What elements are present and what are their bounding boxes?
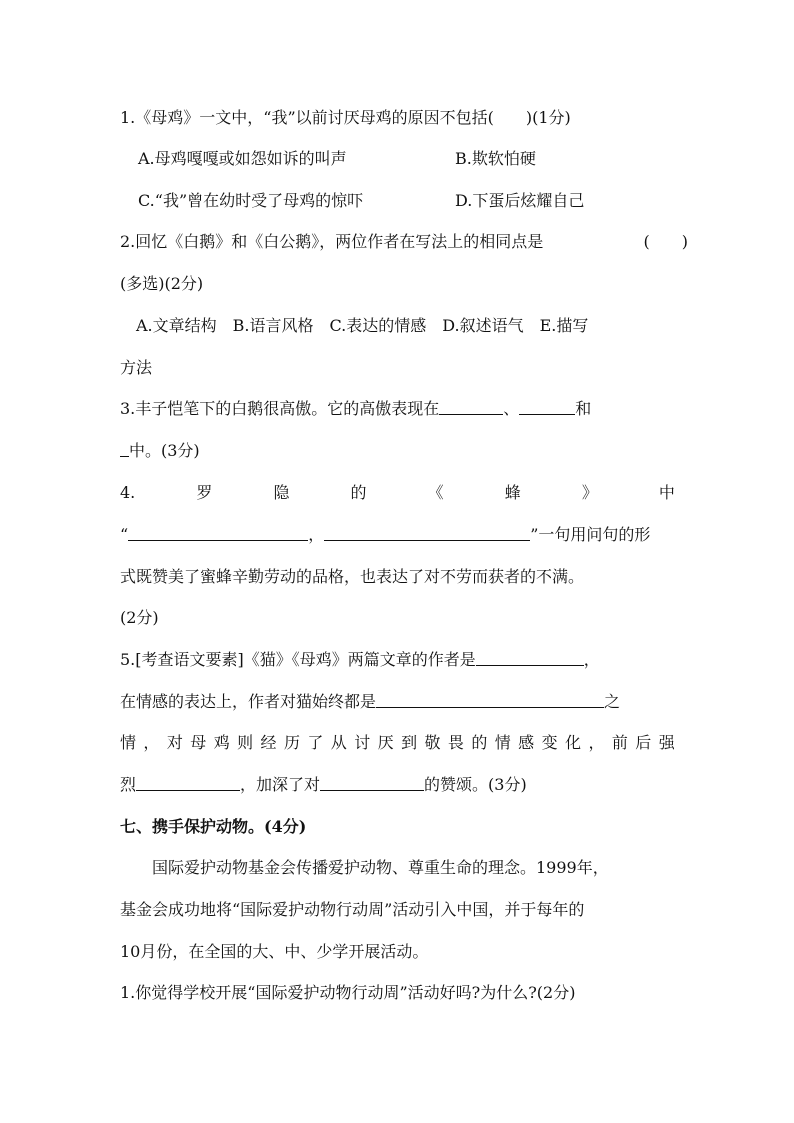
q1-option-c: C.“我”曾在幼时受了母鸡的惊吓 bbox=[138, 191, 364, 210]
q5-char: 畏 bbox=[447, 733, 464, 752]
q5-char: 对 bbox=[166, 733, 183, 752]
section7-paragraph-line1: 国际爱护动物基金会传播爱护动物、尊重生命的理念。1999年， bbox=[152, 858, 609, 877]
q5-text-d3: 的赞颂。(3分) bbox=[424, 775, 527, 794]
q5-char: 讨 bbox=[354, 733, 371, 752]
q4-word: 罗 bbox=[196, 483, 213, 502]
q5-line3 bbox=[120, 732, 675, 754]
q5-blank-4[interactable] bbox=[320, 774, 424, 791]
q3-sep1: 、 bbox=[503, 399, 520, 418]
q4-word: 中 bbox=[658, 483, 675, 502]
q5-a-end: ， bbox=[583, 650, 600, 669]
q5-blank-2[interactable] bbox=[376, 691, 604, 708]
section7-heading: 七、携手保护动物。(4分) bbox=[120, 817, 307, 836]
q4-line2 bbox=[120, 524, 676, 546]
q3-line1 bbox=[120, 398, 676, 420]
q5-char: 情 bbox=[120, 733, 137, 752]
q1-options-row2 bbox=[138, 190, 694, 212]
q5-text-d2: ，加深了对 bbox=[240, 775, 321, 794]
q4-word: 隐 bbox=[273, 483, 290, 502]
section7-question1: 1.你觉得学校开展“国际爱护动物行动周”活动好吗?为什么?(2分) bbox=[120, 983, 576, 1002]
q4-line1 bbox=[120, 482, 675, 504]
q4-word: 蜂 bbox=[504, 483, 521, 502]
q3-text: 3.丰子恺笔下的白鹅很高傲。它的高傲表现在 bbox=[120, 399, 440, 418]
q5-text-a: 5.[考查语文要素]《猫》《母鸡》两篇文章的作者是 bbox=[120, 650, 476, 669]
q5-char: 历 bbox=[283, 733, 300, 752]
q5-char: 强 bbox=[658, 733, 675, 752]
q1-options-row1 bbox=[138, 148, 694, 170]
q5-line1 bbox=[120, 649, 676, 671]
q1-option-a: A.母鸡嘎嘎或如怨如诉的叫声 bbox=[138, 149, 347, 168]
q5-char: ， bbox=[143, 733, 160, 752]
q5-char: 到 bbox=[401, 733, 418, 752]
q5-char: 母 bbox=[190, 733, 207, 752]
q2-note: (多选)(2分) bbox=[120, 274, 204, 293]
q5-char: 厌 bbox=[377, 733, 394, 752]
q5-line2 bbox=[120, 691, 676, 713]
q2-options-wrap: 方法 bbox=[120, 358, 153, 377]
q1-option-b: B.欺软怕硬 bbox=[455, 149, 536, 168]
q2-answer-paren: ( ) bbox=[643, 232, 688, 251]
q5-char: 从 bbox=[330, 733, 347, 752]
q1-stem: 1.《母鸡》一文中，“我”以前讨厌母鸡的原因不包括( )(1分) bbox=[120, 108, 571, 127]
q5-char: 情 bbox=[494, 733, 511, 752]
q5-char: 化 bbox=[565, 733, 582, 752]
q5-char: 感 bbox=[518, 733, 535, 752]
q4-tail: ”一句用问句的形 bbox=[530, 525, 651, 544]
q5-char: 鸡 bbox=[213, 733, 230, 752]
q5-line4 bbox=[120, 774, 676, 796]
q4-comma: ， bbox=[308, 525, 325, 544]
q5-text-d1: 烈 bbox=[120, 775, 137, 794]
q4-line3: 式既赞美了蜜蜂辛勤劳动的品格，也表达了对不劳而获者的不满。 bbox=[120, 567, 585, 586]
q2-stem: 2.回忆《白鹅》和《白公鹅》，两位作者在写法上的相同点是 bbox=[120, 232, 544, 251]
q1-option-d: D.下蛋后炫耀自己 bbox=[455, 191, 585, 210]
q4-word: 《 bbox=[427, 483, 444, 502]
q5-char: 变 bbox=[541, 733, 558, 752]
section7-paragraph-line3: 10月份，在全国的大、中、少学开展活动。 bbox=[120, 942, 429, 961]
q5-char: 经 bbox=[260, 733, 277, 752]
section7-paragraph-line2: 基金会成功地将“国际爱护动物行动周”活动引入中国，并于每年的 bbox=[120, 900, 585, 919]
q4-word: 4. bbox=[120, 483, 136, 502]
q5-char: 敬 bbox=[424, 733, 441, 752]
q4-word: 的 bbox=[350, 483, 367, 502]
q5-blank-1[interactable] bbox=[476, 649, 584, 666]
q5-char: 后 bbox=[635, 733, 652, 752]
q3-blank-2[interactable] bbox=[519, 398, 575, 415]
q3-line2 bbox=[120, 440, 676, 462]
q4-word: 》 bbox=[581, 483, 598, 502]
q2-stem-line bbox=[120, 231, 688, 253]
q5-text-b: 在情感的表达上，作者对猫始终都是 bbox=[120, 692, 377, 711]
q5-char: 了 bbox=[307, 733, 324, 752]
q4-blank-2[interactable] bbox=[324, 524, 530, 541]
q5-char: 则 bbox=[237, 733, 254, 752]
q3-line2-text: 中。(3分) bbox=[129, 441, 200, 460]
q5-char: 前 bbox=[611, 733, 628, 752]
q5-b-end: 之 bbox=[604, 692, 621, 711]
q4-blank-1[interactable] bbox=[128, 524, 308, 541]
q5-char: ， bbox=[588, 733, 605, 752]
q4-open-quote: “ bbox=[120, 525, 129, 544]
q2-options: A.文章结构 B.语言风格 C.表达的情感 D.叙述语气 E.描写 bbox=[136, 316, 589, 335]
q5-char: 的 bbox=[471, 733, 488, 752]
q5-blank-3[interactable] bbox=[136, 774, 240, 791]
q3-sep2: 和 bbox=[575, 399, 592, 418]
q3-blank-1[interactable] bbox=[439, 398, 503, 415]
q4-score: (2分) bbox=[120, 608, 159, 627]
q3-blank-3[interactable] bbox=[120, 440, 129, 457]
